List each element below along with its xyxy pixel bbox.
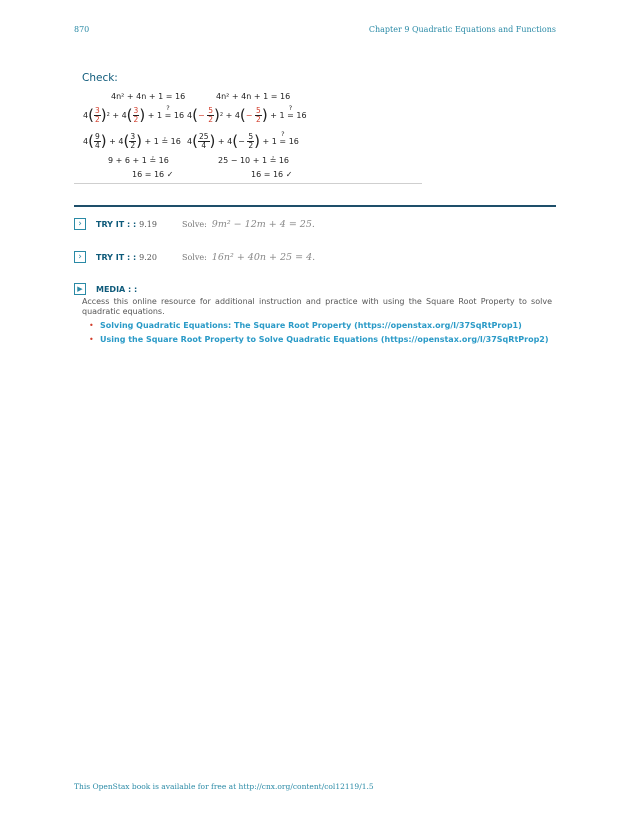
bullet-icon: • bbox=[89, 335, 94, 344]
try-it-number: 9.19 bbox=[139, 219, 157, 229]
try-it-label: TRY IT : : bbox=[96, 252, 137, 262]
right-result-row: 16 = 16 ✓ bbox=[251, 170, 293, 179]
section-divider bbox=[74, 205, 556, 207]
left-simplify-row: 4 ( $\frac{9}{4}$ ) + 4 ( $\frac{3}{2}$ ) + 1 ≟ 16 bbox=[83, 131, 181, 150]
left-substitution-row: 4 ( $\frac{3}{2}$ ) 2 + 4 ( $\frac{3}{2}$ ) + 1 = ? 16 bbox=[83, 103, 185, 124]
media-description: Access this online resource for additional instruction and practice with using the Square Root Property to solve quadratic equations. bbox=[82, 297, 552, 316]
left-sum-row: 9 + 6 + 1 ≟ 16 bbox=[108, 156, 169, 165]
media-link-2[interactable]: Using the Square Root Property to Solve Quadratic Equations (https://openstax.org/l/37SqRtProp2) bbox=[100, 335, 549, 344]
right-sum-row: 25 − 10 + 1 ≟ 16 bbox=[218, 156, 289, 165]
media-toggle[interactable] bbox=[74, 283, 86, 295]
try-it-number: 9.20 bbox=[139, 252, 157, 262]
try-it-toggle[interactable] bbox=[74, 251, 86, 263]
media-header bbox=[74, 283, 137, 295]
left-result-row: 16 = 16 ✓ bbox=[132, 170, 174, 179]
right-equation: 4n² + 4n + 1 = 16 bbox=[216, 92, 291, 101]
try-it-label: TRY IT : : bbox=[96, 219, 137, 229]
try-it-9-20 bbox=[74, 251, 315, 263]
right-substitution-row: 4 ( − $\frac{5}{2}$ ) 2 + 4 ( − $\frac{5}{2}$ ) + 1 = ? 16 bbox=[187, 103, 307, 124]
footer-text: This OpenStax book is available for free at http://cnx.org/content/col12119/1.5 bbox=[74, 782, 374, 791]
bullet-icon: • bbox=[89, 321, 94, 330]
try-it-toggle[interactable] bbox=[74, 218, 86, 230]
try-it-solve: Solve: bbox=[181, 252, 207, 262]
try-it-equation: 9m² − 12m + 4 = 25. bbox=[211, 218, 315, 230]
left-equation: 4n² + 4n + 1 = 16 bbox=[111, 92, 186, 101]
check-label: Check: bbox=[82, 72, 118, 84]
try-it-solve: Solve: bbox=[181, 219, 207, 229]
list-item bbox=[89, 321, 549, 330]
right-simplify-row: 4 ( $\frac{25}{4}$ ) + 4 ( − $\frac{5}{2}$ ) + 1 = ? 16 bbox=[187, 129, 299, 150]
list-item bbox=[89, 335, 549, 344]
media-links bbox=[89, 321, 549, 349]
play-icon: ▶ bbox=[77, 285, 83, 293]
chapter-title: Chapter 9 Quadratic Equations and Functions bbox=[368, 25, 556, 34]
try-it-9-19 bbox=[74, 218, 315, 230]
page-number: 870 bbox=[74, 25, 90, 34]
try-it-equation: 16n² + 40n + 25 = 4. bbox=[211, 251, 316, 263]
media-label: MEDIA : : bbox=[96, 284, 138, 294]
example-bottom-rule bbox=[74, 183, 422, 184]
chevron-right-icon: › bbox=[78, 219, 82, 229]
chevron-right-icon: › bbox=[78, 252, 82, 262]
left-row3-tail: + 1 ≟ 16 bbox=[144, 136, 181, 146]
media-link-1[interactable]: Solving Quadratic Equations: The Square Root Property (https://openstax.org/l/37SqRtProp1) bbox=[100, 321, 522, 330]
